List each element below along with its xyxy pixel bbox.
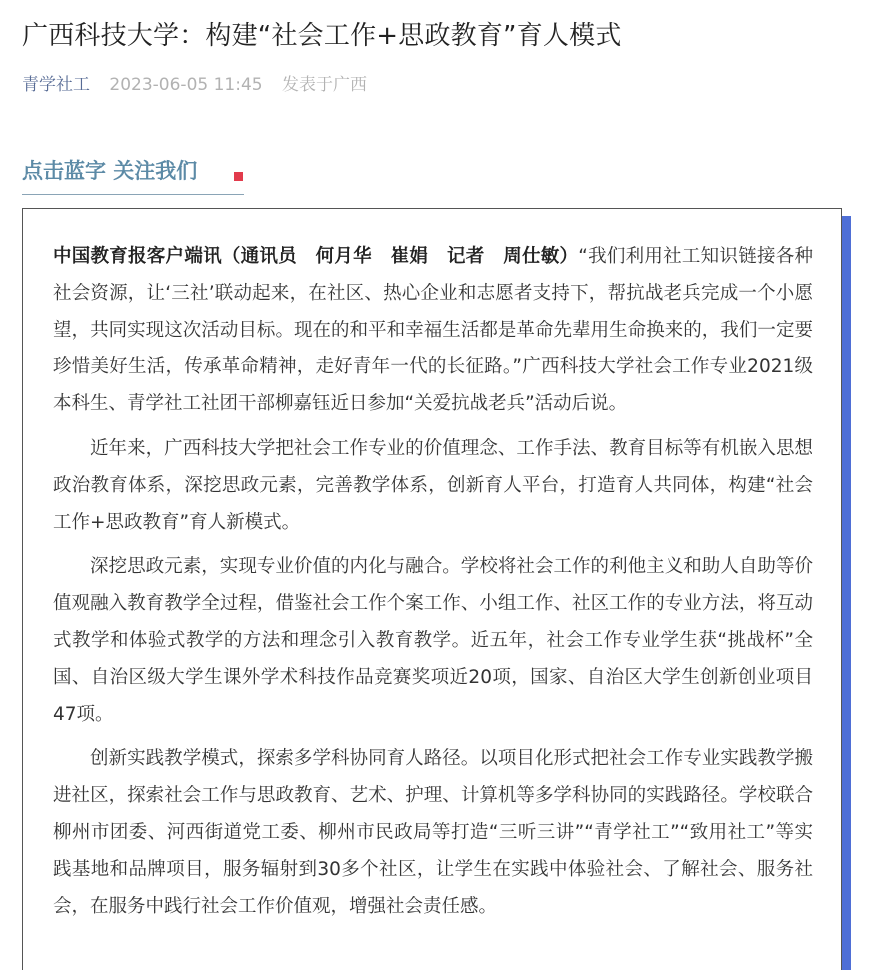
paragraph-1-text: “我们利用社工知识链接各种社会资源，让‘三社’联动起来，在社区、热心企业和志愿者支持下，帮抗战老兵完成一个小愿望，共同实现这次活动目标。现在的和平和幸福生活都是革命先辈用生命换来的，我们一定要珍惜美好生活，传承革命精神，走好青年一代的长征路。”广西科技大学社会工作专业2021级本科生、青学社工社团干部柳嘉钰近日参加“关爱抗战老兵”活动后说。 xyxy=(53,246,813,415)
paragraph-2: 近年来，广西科技大学把社会工作专业的价值理念、工作手法、教育目标等有机嵌入思想政治教育体系，深挖思政元素，完善教学体系，创新育人平台，打造育人共同体，构建“社会工作+思政教育”育人新模式。 xyxy=(53,437,813,533)
article-meta xyxy=(22,70,367,100)
paragraph-1 xyxy=(53,239,813,423)
article-content-box xyxy=(22,208,842,970)
paragraph-4: 创新实践教学模式，探索多学科协同育人路径。以项目化形式把社会工作专业实践教学搬进社区，探索社会工作与思政教育、艺术、护理、计算机等多学科协同的实践路径。学校联合柳州市团委、河西街道党工委、柳州市民政局等打造“三听三讲”“青学社工”“致用社工”等实践基地和品牌项目，服务辐射到30多个社区，让学生在实践中体验社会、了解社会、服务社会，在服务中践行社会工作价值观，增强社会责任感。 xyxy=(53,748,813,917)
follow-banner-square-icon xyxy=(234,172,243,181)
article-body xyxy=(53,239,813,933)
follow-banner-text: 点击蓝字 关注我们 xyxy=(22,159,198,183)
paragraph-3: 深挖思政元素，实现专业价值的内化与融合。学校将社会工作的利他主义和助人自助等价值观融入教育教学全过程，借鉴社会工作个案工作、小组工作、社区工作的专业方法，将互动式教学和体验式教学的方法和理念引入教育教学。近五年，社会工作专业学生获“挑战杯”全国、自治区级大学生课外学术科技作品竞赛奖项近20项，国家、自治区大学生创新创业项目47项。 xyxy=(53,556,813,725)
follow-banner[interactable] xyxy=(22,152,244,195)
publish-location: 发表于广西 xyxy=(282,75,368,95)
publish-time: 2023-06-05 11:45 xyxy=(109,75,263,95)
account-name-link[interactable]: 青学社工 xyxy=(22,75,90,95)
article-title: 广西科技大学：构建“社会工作+思政教育”育人模式 xyxy=(22,21,622,51)
content-box-shadow xyxy=(841,216,851,970)
byline: 中国教育报客户端讯（通讯员 何月华 崔娟 记者 周仕敏） xyxy=(53,246,579,267)
